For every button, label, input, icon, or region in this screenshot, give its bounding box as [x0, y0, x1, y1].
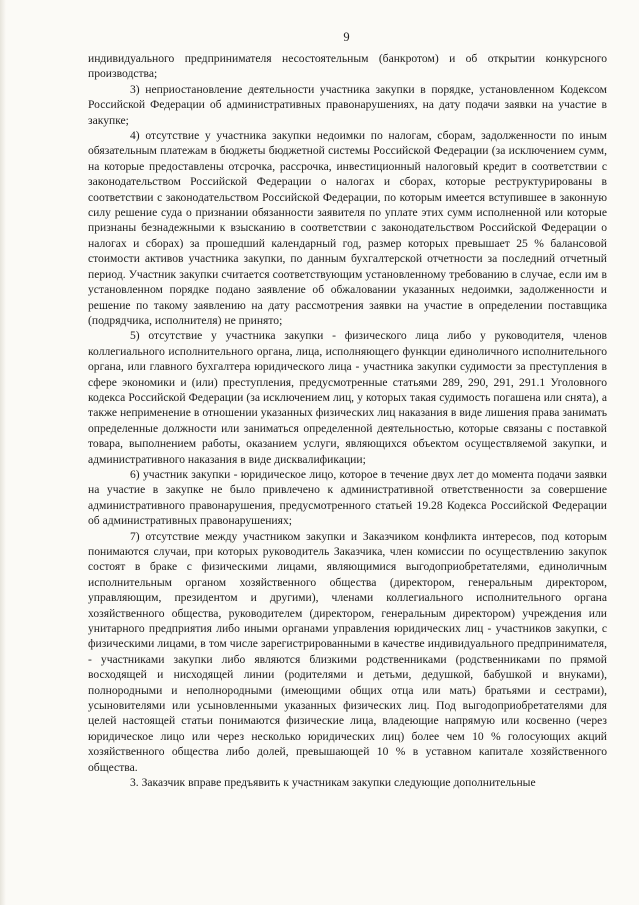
paragraph-item-7: 7) отсутствие между участником закупки и Заказчиком конфликта интересов, под которым понимаются случаи, при которых руководитель Заказчика, член комиссии по осуществлению закупок состоят в браке с физическими лицами, являющимися выгодоприобретателями, единоличным исполнительным органом хозяйственного общества (директором, генеральным директором, управляющим, президентом и другими), членами коллегиального исполнительного органа хозяйственного общества, руководителем (директором, генеральным директором) учреждения или унитарного предприятия либо иными органами управления юридических лиц - участников закупки, с физическими лицами, в том числе зарегистрированными в качестве индивидуального предпринимателя, - участниками закупки либо являются близкими родственниками (родственниками по прямой восходящей и нисходящей линии (родителями и детьми, дедушкой, бабушкой и внуками), полнородными и неполнородными (имеющими общих отца или мать) братьями и сестрами), усыновителями или усыновленными указанных физических лиц. Под выгодоприобретателями для целей настоящей статьи понимаются физические лица, владеющие напрямую или косвенно (через юридическое лицо или через несколько юридических лиц) более чем 10 % голосующих акций хозяйственного общества либо долей, превышающей 10 % в уставном капитале хозяйственного общества.: [88, 529, 607, 774]
paragraph-item-6: 6) участник закупки - юридическое лицо, которое в течение двух лет до момента подачи заявки на участие в закупке не было привлечено к административной ответственности за совершение административного правонарушения, предусмотренного статьей 19.28 Кодекса Российской Федерации об административных правонарушениях;: [88, 467, 607, 528]
paragraph-1-continued: индивидуального предпринимателя несостоятельным (банкротом) и об открытии конкурсного производства;: [88, 52, 607, 81]
scan-edge-shadow: [0, 0, 6, 905]
paragraph-item-3: 3) неприостановление деятельности участника закупки в порядке, установленном Кодексом Российской Федерации об административных правонарушениях, на дату подачи заявки на участие в закупке;: [88, 82, 607, 127]
paragraph-section-3: 3. Заказчик вправе предъявить к участникам закупки следующие дополнительные: [130, 776, 536, 790]
paragraph-item-5: 5) отсутствие у участника закупки - физического лица либо у руководителя, членов коллегиального исполнительного органа, лица, исполняющего функции единоличного исполнительного органа, или главного бухгалтера юридического лица - участника закупки судимости за преступления в сфере экономики и (или) преступления, предусмотренные статьями 289, 290, 291, 291.1 Уголовного кодекса Российской Федерации (за исключением лиц, у которых такая судимость погашена или снята), а также неприменение в отношении указанных физических лиц наказания в виде лишения права занимать определенные должности или заниматься определенной деятельностью, которые связаны с поставкой товара, выполнением работы, оказанием услуги, являющихся объектом осуществляемой закупки, и административного наказания в виде дисквалификации;: [88, 329, 607, 466]
page-number: 9: [343, 30, 350, 44]
document-body: [88, 51, 607, 791]
paragraph-item-4: 4) отсутствие у участника закупки недоимки по налогам, сборам, задолженности по иным обязательным платежам в бюджеты бюджетной системы Российской Федерации (за исключением сумм, на которые предоставлены отсрочка, рассрочка, инвестиционный налоговый кредит в соответствии с законодательством Российской Федерации о налогах и сборах, которые реструктурированы в соответствии с законодательством Российской Федерации, по которым имеется вступившее в законную силу решение суда о признании обязанности заявителя по уплате этих сумм исполненной или которые признаны безнадежными к взысканию в соответствии с законодательством Российской Федерации о налогах и сборах) за прошедший календарный год, размер которых превышает 25 % балансовой стоимости активов участника закупки, по данным бухгалтерской отчетности за последний отчетный период. Участник закупки считается соответствующим установленному требованию в случае, если им в установленном порядке подано заявление об обжаловании указанных недоимки, задолженности и решение по такому заявлению на дату рассмотрения заявки на участие в определении поставщика (подрядчика, исполнителя) не принято;: [88, 129, 607, 327]
